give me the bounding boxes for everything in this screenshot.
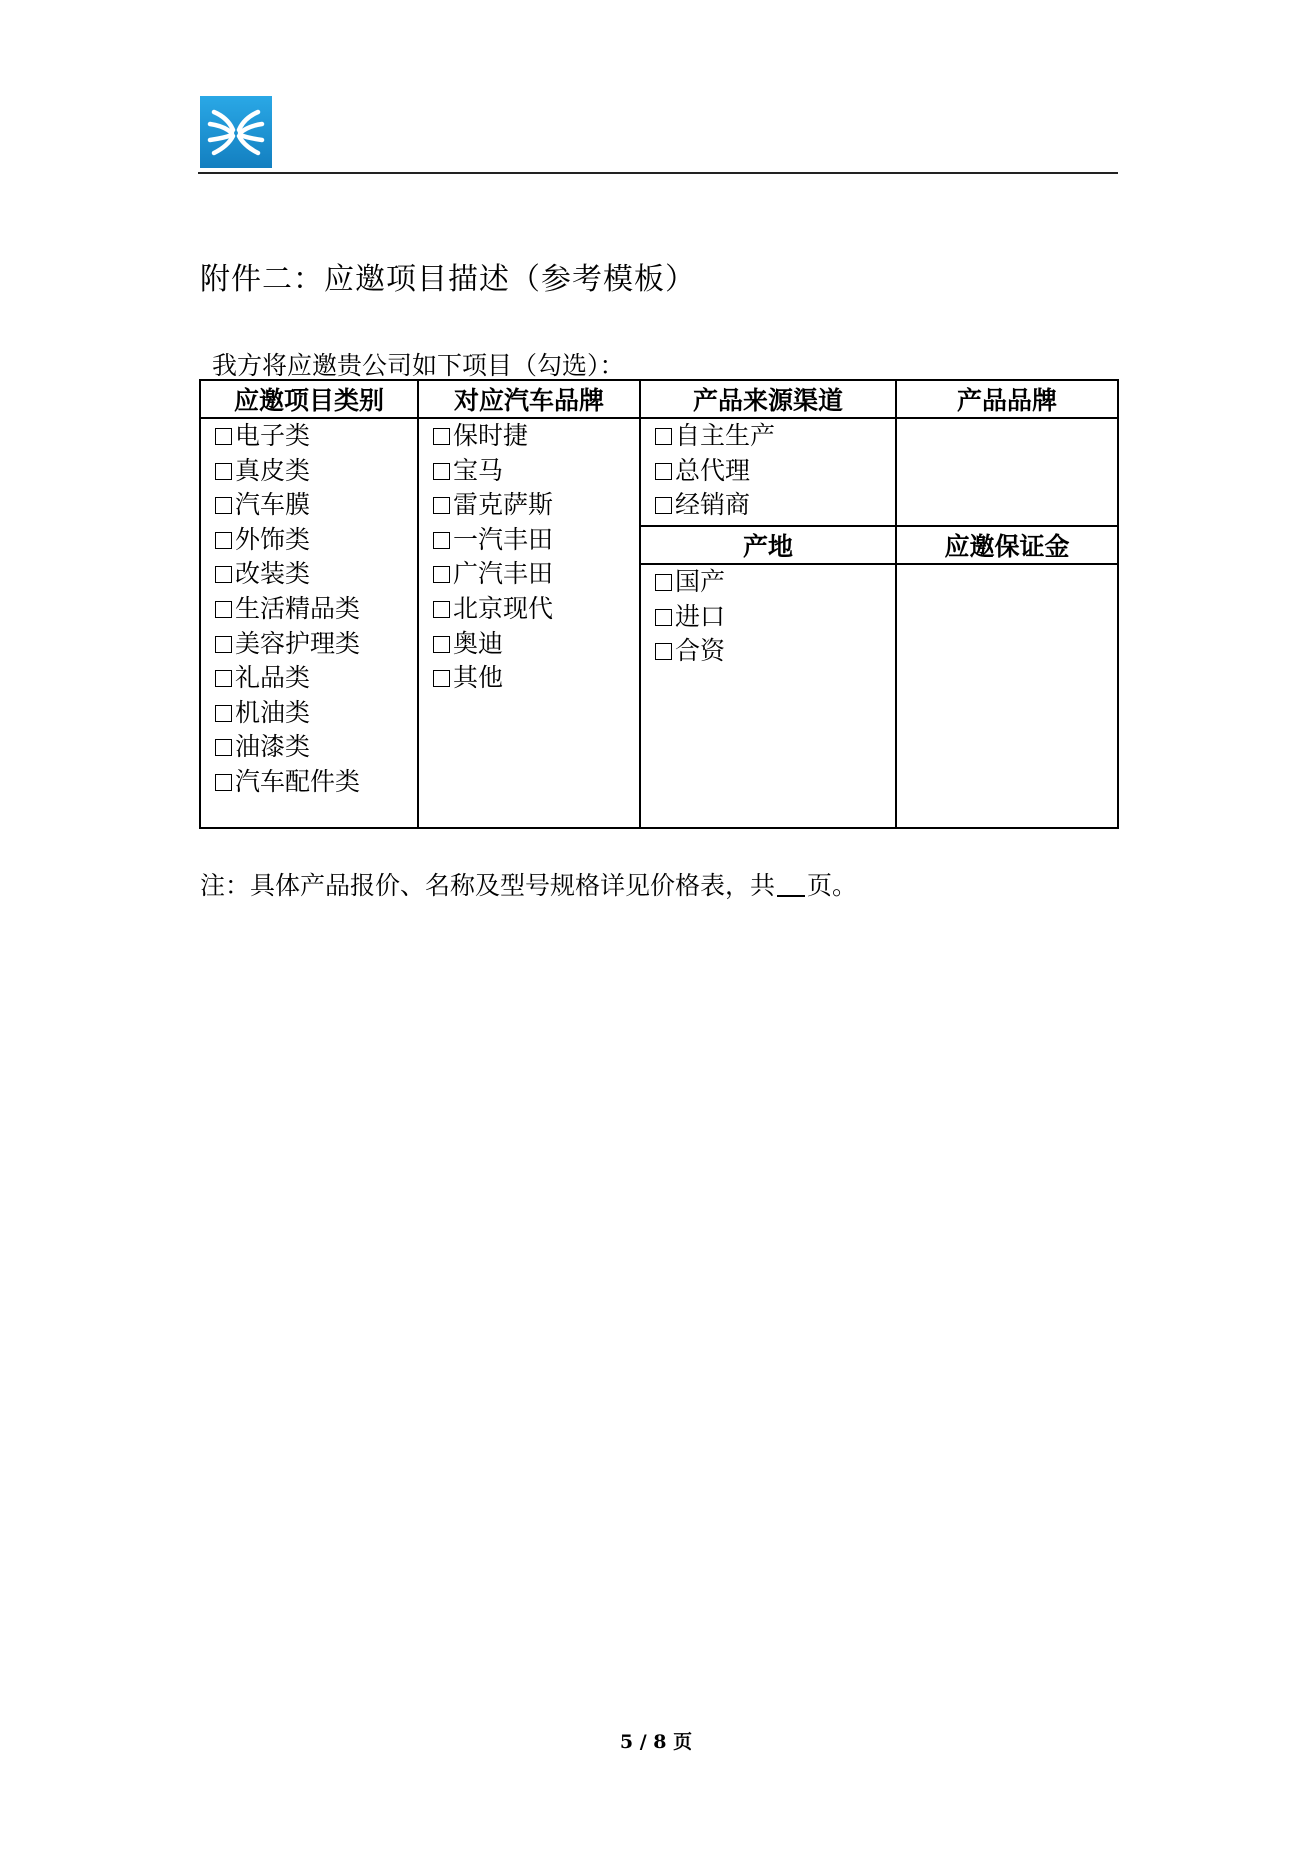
category-option[interactable] [201,557,417,592]
checkbox-icon[interactable] [655,643,672,660]
product-brand-cell[interactable] [896,418,1118,526]
company-logo-icon [200,96,272,168]
channel-option[interactable] [641,488,895,523]
channel-option-label: 经销商 [675,490,751,520]
category-option[interactable] [201,454,417,489]
channel-option[interactable] [641,454,895,489]
category-option[interactable] [201,523,417,558]
car-brand-option-label: 其他 [453,663,504,693]
checkbox-icon[interactable] [655,497,672,514]
category-cell [200,418,418,828]
category-option-label: 电子类 [235,421,311,450]
checkbox-icon[interactable] [215,774,232,791]
category-option-label: 外饰类 [235,524,311,554]
checkbox-icon[interactable] [433,428,450,445]
checkbox-icon[interactable] [433,497,450,514]
car-brand-option[interactable] [419,557,639,592]
header-category: 应邀项目类别 [200,380,418,418]
car-brand-option-label: 奥迪 [453,628,504,658]
channel-option[interactable] [641,419,895,454]
category-option-label: 生活精品类 [235,593,361,623]
checkbox-icon[interactable] [433,601,450,618]
category-option-label: 机油类 [235,697,311,727]
checkbox-icon[interactable] [215,636,232,653]
category-option-label: 改装类 [235,559,311,589]
checkbox-icon[interactable] [215,705,232,722]
header-origin: 产地 [640,526,896,564]
category-option-label: 礼品类 [235,663,311,693]
checkbox-icon[interactable] [215,497,232,514]
category-option-label: 汽车配件类 [235,766,361,796]
checkbox-icon[interactable] [433,463,450,480]
car-brand-option-label: 保时捷 [453,421,529,450]
project-table [199,379,1119,829]
car-brand-option[interactable] [419,419,639,454]
header-product-brand: 产品品牌 [896,380,1118,418]
category-option[interactable] [201,488,417,523]
car-brand-option[interactable] [419,592,639,627]
car-brand-option[interactable] [419,523,639,558]
car-brand-option-label: 宝马 [453,455,504,485]
category-option[interactable] [201,696,417,731]
category-option[interactable] [201,592,417,627]
checkbox-icon[interactable] [215,670,232,687]
deposit-cell[interactable] [896,564,1118,828]
channel-option-label: 自主生产 [675,421,776,450]
checkbox-icon[interactable] [655,428,672,445]
car-brand-option[interactable] [419,454,639,489]
checkbox-icon[interactable] [215,566,232,583]
checkbox-icon[interactable] [433,670,450,687]
category-option[interactable] [201,661,417,696]
header-deposit: 应邀保证金 [896,526,1118,564]
category-option-label: 美容护理类 [235,628,361,658]
category-option-label: 真皮类 [235,455,311,485]
origin-cell [640,564,896,828]
car-brand-cell [418,418,640,828]
origin-option[interactable] [641,634,895,669]
car-brand-option-label: 雷克萨斯 [453,490,554,520]
category-option-label: 汽车膜 [235,490,311,520]
checkbox-icon[interactable] [215,601,232,618]
page-title: 附件二：应邀项目描述（参考模板） [200,262,696,297]
category-option[interactable] [201,730,417,765]
origin-option-label: 进口 [675,601,726,631]
checkbox-icon[interactable] [655,609,672,626]
checkbox-icon[interactable] [433,566,450,583]
car-brand-option[interactable] [419,627,639,662]
origin-option-label: 合资 [675,636,726,666]
category-option[interactable] [201,419,417,454]
car-brand-option-label: 一汽丰田 [453,524,554,554]
category-option[interactable] [201,765,417,800]
car-brand-option[interactable] [419,488,639,523]
page-number: 5 / 8 页 [619,1731,693,1753]
car-brand-option-label: 北京现代 [453,593,554,623]
checkbox-icon[interactable] [655,574,672,591]
category-option-label: 油漆类 [235,732,311,762]
checkbox-icon[interactable] [215,428,232,445]
intro-text: 我方将应邀贵公司如下项目（勾选）： [212,351,625,380]
checkbox-icon[interactable] [215,532,232,549]
note-text [200,866,857,902]
origin-option[interactable] [641,565,895,600]
header-channel: 产品来源渠道 [640,380,896,418]
note-before: 注：具体产品报价、名称及型号规格详见价格表，共 [200,871,776,900]
header-divider [198,172,1118,174]
car-brand-option-label: 广汽丰田 [453,559,554,589]
header-car-brand: 对应汽车品牌 [418,380,640,418]
channel-option-label: 总代理 [675,455,751,485]
checkbox-icon[interactable] [215,739,232,756]
checkbox-icon[interactable] [215,463,232,480]
checkbox-icon[interactable] [433,532,450,549]
car-brand-option[interactable] [419,661,639,696]
origin-option-label: 国产 [675,567,726,596]
channel-cell [640,418,896,526]
origin-option[interactable] [641,600,895,635]
note-after: 页。 [807,871,858,900]
page-count-blank[interactable] [777,877,805,897]
checkbox-icon[interactable] [433,636,450,653]
category-option[interactable] [201,627,417,662]
checkbox-icon[interactable] [655,463,672,480]
